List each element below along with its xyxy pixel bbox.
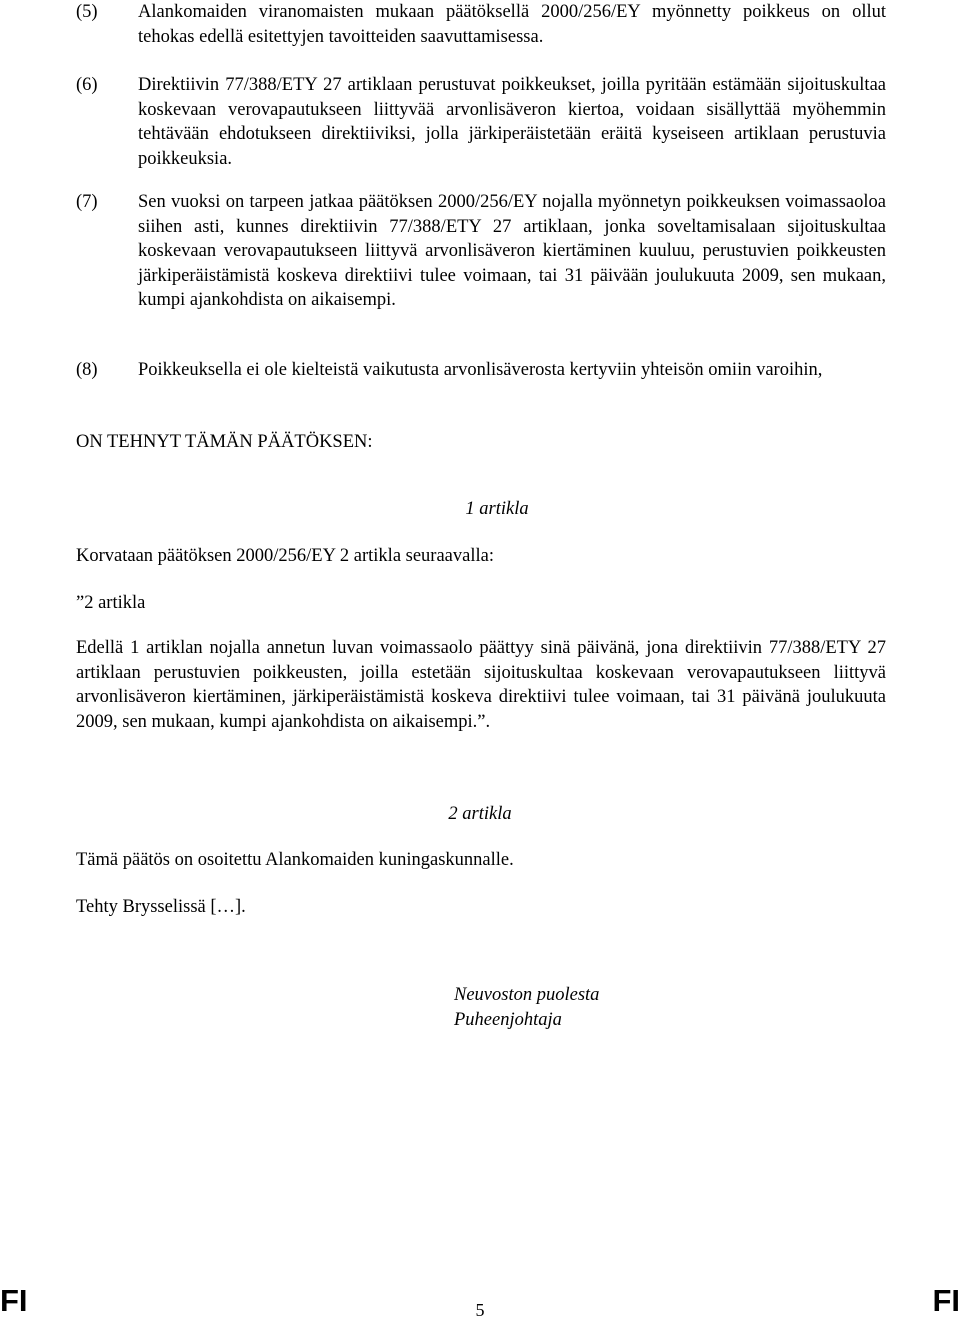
recital-number: (7): [76, 192, 98, 212]
recital-number: (8): [76, 360, 98, 380]
recital-7: [76, 190, 886, 313]
footer-language-right: FI: [932, 1283, 960, 1318]
recital-number: (6): [76, 75, 98, 95]
page-number: 5: [475, 1300, 485, 1320]
recital-5: [76, 0, 886, 49]
article-1-intro: Korvataan päätöksen 2000/256/EY 2 artikla seuraavalla:: [76, 546, 494, 566]
article-2-text: Tämä päätös on osoitettu Alankomaiden kuningaskunnalle.: [76, 850, 514, 870]
adoption-formula: ON TEHNYT TÄMÄN PÄÄTÖKSEN:: [76, 432, 373, 452]
article-1-heading: 1 artikla: [465, 499, 529, 519]
quoted-article-text: Edellä 1 artiklan nojalla annetun luvan voimassaolo päättyy sinä päivänä, jona direktiivin 77/388/ETY 27 artiklaan perustuvien poikkeusten, joilla estetään sijoituskultaa koskevaan verovapautukseen liittyvä arvonlisäveron kiertäminen, järkiperäistämistä koskeva direktiivi tulee voimaan, tai 31 päivänä joulukuuta 2009, sen mukaan, kumpi ajankohdista on aikaisempi.”.: [76, 638, 886, 732]
recital-text: Alankomaiden viranomaisten mukaan päätöksellä 2000/256/EY myönnetty poikkeus on ollut tehokas edellä esitettyjen tavoitteiden saavuttamisessa.: [138, 2, 886, 47]
recital-8: [76, 358, 886, 383]
recital-text: Sen vuoksi on tarpeen jatkaa päätöksen 2000/256/EY nojalla myönnetyn poikkeuksen voimassaoloa siihen asti, kunnes direktiivin 77/388/ETY 27 artiklaan, jonka soveltamisalaan sijoituskultaa koskevaan verovapautukseen liittyvä arvonlisäveron kiertäminen kuuluu, perustuvien poikkeusten järkiperäistämistä koskeva direktiivi tulee voimaan, tai 31 päivään joulukuuta 2009, sen mukaan, kumpi ajankohdista on aikaisempi.: [138, 192, 886, 310]
recital-number: (5): [76, 2, 98, 22]
recital-text: Poikkeuksella ei ole kielteistä vaikutusta arvonlisäverosta kertyviin yhteisön omiin varoihin,: [138, 360, 823, 380]
footer-language-left: FI: [0, 1283, 28, 1318]
done-at: Tehty Brysselissä […].: [76, 897, 246, 917]
recital-6: [76, 73, 886, 171]
recital-text: Direktiivin 77/388/ETY 27 artiklaan perustuvat poikkeukset, joilla pyritään estämään sijoituskultaa koskevaan verovapautukseen liittyvää arvonlisäveron kiertoa, voidaan sisällyttää myöhemmin tehtävään ehdotukseen direktiiviksi, jolla järkiperäistetään eräitä kyseiseen artiklaan perustuvia poikkeuksia.: [138, 75, 886, 169]
quoted-article-heading: ”2 artikla: [76, 593, 146, 613]
signature-line-2: Puheenjohtaja: [454, 1010, 562, 1030]
article-2-heading: 2 artikla: [448, 804, 512, 824]
signature-line-1: Neuvoston puolesta: [454, 985, 600, 1005]
